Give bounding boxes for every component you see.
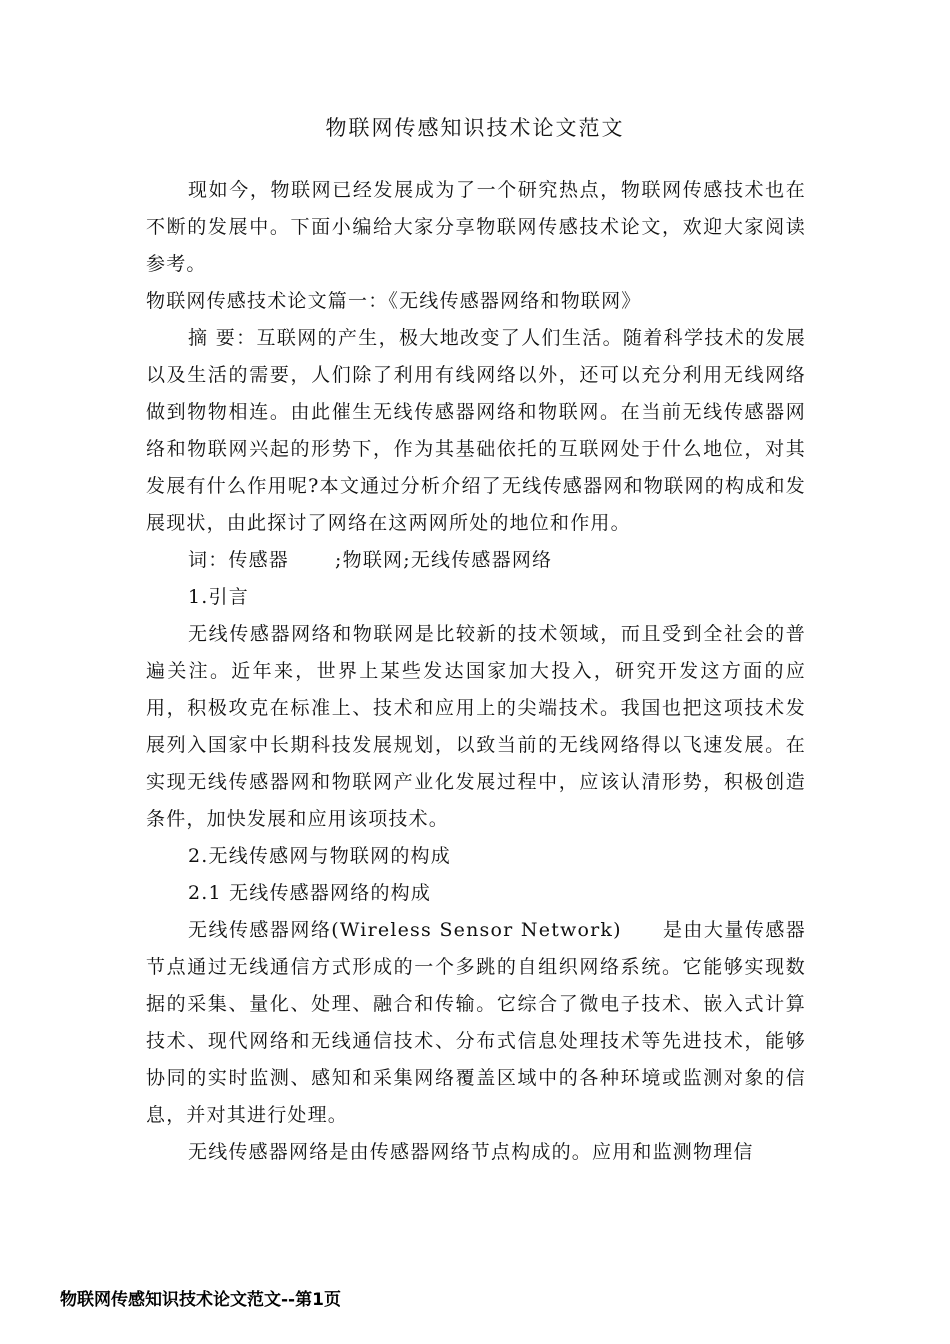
intro-paragraph: 现如今，物联网已经发展成为了一个研究热点，物联网传感技术也在不断的发展中。下面小编给大家分享物联网传感技术论文，欢迎大家阅读参考。 — [146, 179, 806, 275]
subsection-heading-wsn: 2.1 无线传感器网络的构成 — [188, 882, 432, 904]
intro-section-paragraph: 无线传感器网络和物联网是比较新的技术领域，而且受到全社会的普遍关注。近年来，世界上某些发达国家加大投入，研究开发这方面的应用，积极攻克在标准上、技术和应用上的尖端技术。我国也把这项技术发展列入国家中长期科技发展规划，以致当前的无线网络得以飞速发展。在实现无线传感器网和物联网产业化发展过程中，应该认清形势，积极创造条件，加快发展和应用该项技术。 — [146, 623, 806, 830]
keywords-list: ;物联网;无线传感器网络 — [335, 549, 553, 571]
section-heading-intro: 1.引言 — [188, 586, 249, 608]
page-footer: 物联网传感知识技术论文范文--第1页 — [60, 1290, 341, 1310]
document-body — [146, 172, 806, 1171]
abstract-paragraph: 摘 要：互联网的产生，极大地改变了人们生活。随着科学技术的发展以及生活的需要，人们除了利用有线网络以外，还可以充分利用无线网络做到物物相连。由此催生无线传感器网络和物联网。在当前无线传感器网络和物联网兴起的形势下，作为其基础依托的互联网处于什么地位，对其发展有什么作用呢?本文通过分析介绍了无线传感器网和物联网的构成和发展现状，由此探讨了网络在这两网所处的地位和作用。 — [146, 327, 806, 534]
wsn-paragraph: 无线传感器网络(Wireless Sensor Network) 是由大量传感器节点通过无线通信方式形成的一个多跳的自组织网络系统。它能够实现数据的采集、量化、处理、融合和传输。它综合了微电子技术、嵌入式计算技术、现代网络和无线通信技术、分布式信息处理技术等先进技术，能够协同的实时监测、感知和采集网络覆盖区域中的各种环境或监测对象的信息，并对其进行处理。 — [146, 919, 806, 1126]
document-title: 物联网传感知识技术论文范文 — [325, 116, 625, 140]
keywords-label: 词：传感器 — [188, 549, 290, 571]
keywords-line — [146, 542, 806, 579]
section-heading-composition: 2.无线传感网与物联网的构成 — [188, 845, 451, 867]
article-heading: 物联网传感技术论文篇一：《无线传感器网络和物联网》 — [146, 290, 642, 312]
wsn-nodes-paragraph: 无线传感器网络是由传感器网络节点构成的。应用和监测物理信 — [188, 1141, 754, 1163]
